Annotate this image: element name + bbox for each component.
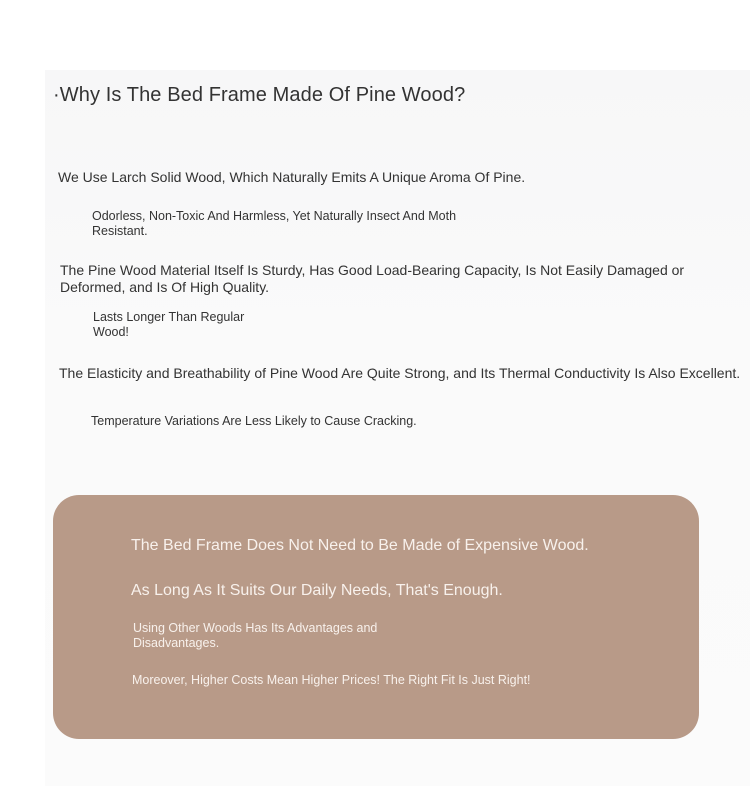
page-title: ·Why Is The Bed Frame Made Of Pine Wood? [53, 84, 466, 106]
point-temperature: Temperature Variations Are Less Likely to Cause Cracking. [91, 414, 417, 428]
card-line-expensive-wood: The Bed Frame Does Not Need to Be Made of Expensive Wood. [131, 537, 589, 554]
point-lasts-longer: Lasts Longer Than Regular Wood! [93, 310, 245, 339]
point-sturdy: The Pine Wood Material Itself Is Sturdy, Has Good Load-Bearing Capacity, Is Not Easily Damaged or Deformed, and Is Of High Quality. [60, 262, 685, 295]
card-line-daily-needs: As Long As It Suits Our Daily Needs, That's Enough. [131, 582, 503, 599]
info-card [53, 495, 699, 739]
point-elasticity: The Elasticity and Breathability of Pine Wood Are Quite Strong, and Its Thermal Conductivity Is Also Excellent. [59, 365, 741, 381]
card-line-other-woods: Using Other Woods Has Its Advantages and Disadvantages. [133, 621, 378, 650]
point-odorless: Odorless, Non-Toxic And Harmless, Yet Naturally Insect And Moth Resistant. [92, 209, 457, 238]
card-line-right-fit: Moreover, Higher Costs Mean Higher Prices! The Right Fit Is Just Right! [132, 673, 531, 687]
point-aroma: We Use Larch Solid Wood, Which Naturally Emits A Unique Aroma Of Pine. [58, 169, 526, 185]
